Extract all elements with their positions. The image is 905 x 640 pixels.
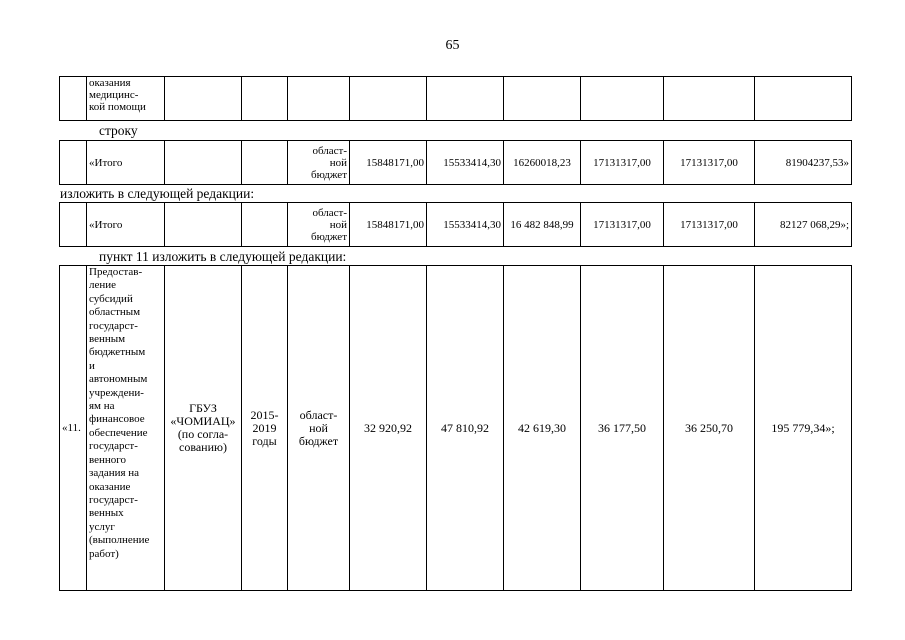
source-line: бюджет — [311, 230, 347, 243]
cell-total — [755, 77, 852, 121]
name-line: венных — [89, 507, 124, 520]
name-line: венным — [89, 333, 126, 346]
source-line: област- — [312, 144, 347, 157]
cell-total: 81904237,53» — [755, 141, 852, 185]
cell-v3 — [504, 77, 581, 121]
cell-executor — [165, 203, 242, 247]
label-replace: изложить в следующей редакции: — [60, 186, 255, 201]
table-old-total — [59, 140, 852, 185]
cell-v1 — [350, 77, 427, 121]
cell-num — [60, 77, 87, 121]
name-line: ям на — [89, 400, 115, 413]
name-line: работ) — [89, 547, 119, 560]
cell-source — [288, 203, 350, 247]
source-line: бюджет — [298, 433, 339, 448]
executor-line: сованию) — [179, 440, 227, 454]
table-item-11 — [59, 265, 852, 591]
table-row — [60, 203, 852, 247]
executor-line: (по согла- — [177, 427, 229, 441]
cell-source — [288, 141, 350, 185]
name-line: ление — [89, 279, 117, 292]
cell-v3: 16260018,23 — [504, 141, 581, 185]
label-stroku: строку — [99, 123, 138, 138]
cell-v2 — [427, 77, 504, 121]
label-punkt-11: пункт 11 изложить в следующей редакции: — [99, 249, 347, 264]
table-new-total — [59, 202, 852, 247]
cell-v5: 36 250,70 — [664, 266, 755, 591]
cell-executor — [165, 266, 242, 591]
source-line: ной — [329, 218, 347, 231]
cell-source — [288, 266, 350, 591]
cell-num: «11. — [60, 266, 87, 591]
cell-total: 195 779,34»; — [755, 266, 852, 591]
cell-source — [288, 77, 350, 121]
name-line: оказания — [89, 77, 131, 89]
source-line: област- — [299, 407, 338, 422]
source-line: област- — [312, 206, 347, 219]
table-row — [60, 77, 852, 121]
name-line: государст- — [89, 493, 138, 506]
name-line: обеспечение — [89, 426, 148, 439]
name-line: областным — [89, 306, 141, 319]
table-row — [60, 141, 852, 185]
name-line: венного — [89, 453, 127, 466]
name-line: бюджетным — [89, 346, 146, 359]
name-line: учреждени- — [89, 386, 144, 399]
name-line: автономным — [89, 373, 148, 386]
name-line: государст- — [89, 440, 138, 453]
cell-v4 — [581, 77, 664, 121]
name-line: и — [89, 359, 95, 372]
cell-v2: 47 810,92 — [427, 266, 504, 591]
source-line: ной — [329, 156, 347, 169]
cell-total: 82127 068,29»; — [755, 203, 852, 247]
executor-line: ГБУЗ — [189, 401, 217, 415]
cell-v4: 17131317,00 — [581, 203, 664, 247]
cell-years — [242, 141, 288, 185]
table-row — [60, 266, 852, 591]
name-line: государст- — [89, 319, 138, 332]
cell-v1: 32 920,92 — [350, 266, 427, 591]
name-line: (выполнение — [89, 534, 150, 547]
cell-v2: 15533414,30 — [427, 203, 504, 247]
source-line: бюджет — [311, 168, 347, 181]
cell-executor — [165, 141, 242, 185]
cell-name — [87, 77, 165, 121]
cell-years — [242, 77, 288, 121]
name-line: финансовое — [89, 413, 145, 426]
name-line: субсидий — [89, 292, 133, 305]
cell-v1: 15848171,00 — [350, 203, 427, 247]
cell-name: «Итого — [87, 141, 165, 185]
cell-v4: 17131317,00 — [581, 141, 664, 185]
cell-v3: 16 482 848,99 — [504, 203, 581, 247]
cell-name — [87, 266, 165, 591]
name-line: кой помощи — [89, 101, 146, 113]
name-line: услуг — [89, 520, 115, 533]
cell-v1: 15848171,00 — [350, 141, 427, 185]
table-previous-row — [59, 76, 852, 121]
source-line: ной — [309, 420, 328, 435]
name-line: оказание — [89, 480, 131, 493]
name-line: Предостав- — [89, 266, 143, 278]
cell-years — [242, 203, 288, 247]
cell-v5 — [664, 77, 755, 121]
cell-v2: 15533414,30 — [427, 141, 504, 185]
cell-num — [60, 203, 87, 247]
cell-v5: 17131317,00 — [664, 141, 755, 185]
years-line: годы — [252, 433, 277, 448]
cell-num — [60, 141, 87, 185]
years-line: 2015- — [250, 407, 279, 422]
cell-v3: 42 619,30 — [504, 266, 581, 591]
name-line: задания на — [89, 467, 140, 480]
cell-name: «Итого — [87, 203, 165, 247]
years-line: 2019 — [252, 420, 277, 435]
name-line: медицинс- — [89, 89, 139, 101]
cell-v5: 17131317,00 — [664, 203, 755, 247]
cell-v4: 36 177,50 — [581, 266, 664, 591]
cell-executor — [165, 77, 242, 121]
page-number: 65 — [445, 38, 460, 53]
executor-line: «ЧОМИАЦ» — [170, 414, 236, 428]
cell-years — [242, 266, 288, 591]
